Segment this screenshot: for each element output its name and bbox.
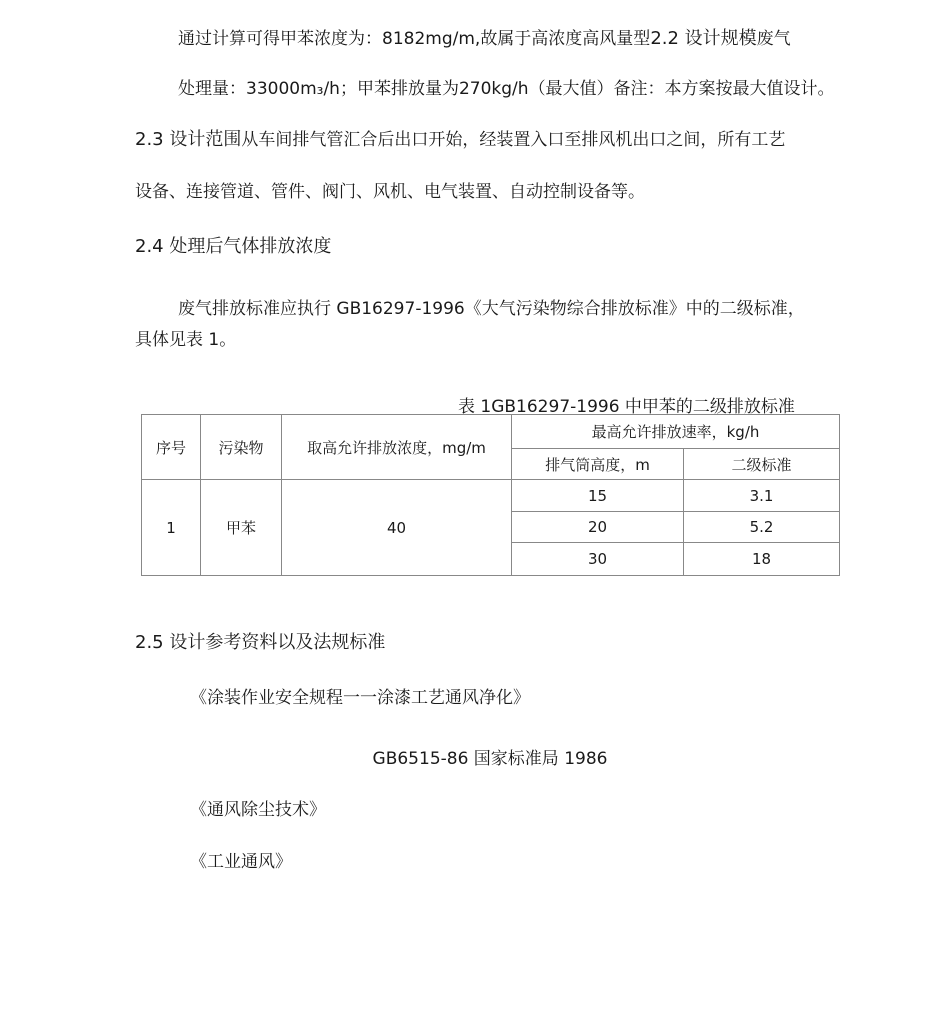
paragraph-standard-line1: 废气排放标准应执行 GB16297-1996《大气污染物综合排放标准》中的二级标准，	[178, 299, 805, 319]
cell-stack-height: 15	[512, 480, 684, 512]
cell-stack-height: 30	[512, 543, 684, 576]
section-heading-2-3: 2.3 设计范围	[135, 129, 242, 150]
text-segment: ；甲苯排放量为	[339, 79, 459, 99]
paragraph-standard-line2: 具体见表 1。	[135, 330, 237, 350]
table-header-row	[142, 415, 840, 449]
text-segment: 从车间排气管汇合后出口开始，经装置入口至排风机出口之间，所有工艺	[241, 130, 786, 150]
text-segment: （最大值）备注：本方案按最大值设计。	[528, 79, 835, 99]
table-caption: 表 1GB16297-1996 中甲苯的二级排放标准	[458, 397, 795, 417]
header-max-rate: 最高允许排放速率，kg/h	[512, 415, 840, 449]
reference-item-subline: GB6515-86 国家标准局 1986	[372, 749, 608, 769]
text-segment: 废气	[756, 29, 791, 49]
header-no: 序号	[142, 415, 201, 480]
header-pollutant: 污染物	[201, 415, 282, 480]
emission-rate-value: 270kg/h	[458, 79, 529, 99]
header-concentration: 取高允许排放浓度，mg/m	[282, 415, 512, 480]
reference-item: 《通风除尘技术》	[190, 800, 326, 820]
header-grade2: 二级标准	[684, 449, 840, 480]
section-heading-2-2: 2.2 设计规模	[650, 28, 757, 49]
table-row	[142, 480, 840, 512]
reference-item: 《涂装作业安全规程一一涂漆工艺通风净化》	[190, 688, 530, 708]
paragraph-flow	[178, 78, 835, 100]
cell-concentration: 40	[282, 480, 512, 576]
header-stack-height: 排气筒高度，m	[512, 449, 684, 480]
cell-grade2: 5.2	[684, 512, 840, 543]
text-segment: 通过计算可得甲苯浓度为：	[178, 29, 382, 49]
cell-grade2: 3.1	[684, 480, 840, 512]
concentration-value: 8182mg/m,	[382, 29, 481, 49]
cell-no: 1	[142, 480, 201, 576]
paragraph-scope-cont: 设备、连接管道、管件、阀门、风机、电气装置、自动控制设备等。	[135, 182, 645, 202]
text-segment: 故属于高浓度高风量型	[480, 29, 651, 49]
reference-item: 《工业通风》	[190, 852, 292, 872]
cell-pollutant: 甲苯	[201, 480, 282, 576]
standards-table	[141, 414, 840, 576]
section-heading-2-5: 2.5 设计参考资料以及法规标准	[135, 632, 386, 653]
section-heading-2-4: 2.4 处理后气体排放浓度	[135, 236, 332, 257]
text-segment: 处理量：	[178, 79, 246, 99]
paragraph-scope	[135, 129, 785, 151]
paragraph-concentration	[178, 28, 791, 50]
flow-value: 33000m₃/h	[246, 79, 340, 99]
cell-grade2: 18	[684, 543, 840, 576]
cell-stack-height: 20	[512, 512, 684, 543]
